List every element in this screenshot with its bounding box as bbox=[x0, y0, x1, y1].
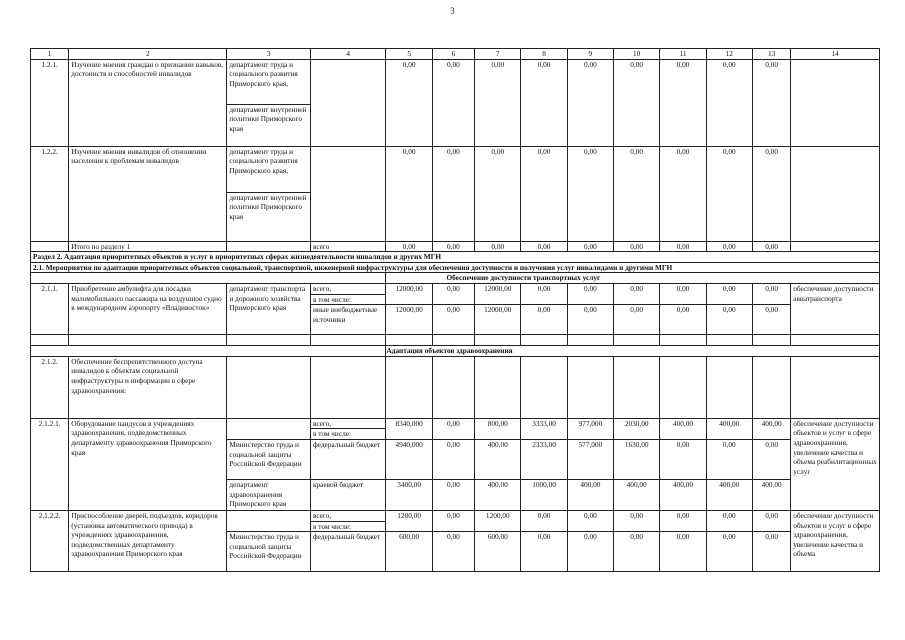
value-cell bbox=[567, 356, 613, 418]
value-cell: 0,00 bbox=[432, 439, 474, 479]
value-cell: 0,00 bbox=[432, 59, 474, 146]
empty-cell bbox=[31, 335, 69, 346]
value-cell: 400,00 bbox=[706, 418, 752, 439]
measure-name: Приспособление дверей, подъездов, коридоров (установка автоматического привода) в учреждениях здравоохранения, подведомственных департаменту здравоохранения Приморского края bbox=[69, 510, 227, 571]
value-cell: 0,00 bbox=[475, 241, 521, 252]
value-cell: 0,00 bbox=[706, 439, 752, 479]
total-label: Итого по разделу 1 bbox=[69, 241, 227, 252]
empty-cell bbox=[310, 335, 386, 346]
value-cell: 2030,00 bbox=[614, 418, 660, 439]
value-cell: 400,00 bbox=[567, 479, 613, 510]
measure-name: Оборудование пандусов в учреждениях здравоохранения, подведомственных департаменту здравоохранения Приморского края bbox=[69, 418, 227, 510]
value-cell: 577,000 bbox=[567, 439, 613, 479]
value-cell: 8340,000 bbox=[386, 418, 432, 439]
value-cell: 0,00 bbox=[432, 305, 474, 335]
value-cell: 0,00 bbox=[475, 146, 521, 241]
value-cell: 0,00 bbox=[567, 241, 613, 252]
value-cell bbox=[432, 356, 474, 418]
value-cell: 12000,00 bbox=[475, 305, 521, 335]
value-cell: 0,00 bbox=[567, 59, 613, 146]
executor: департамент внутренней политики Приморского края bbox=[229, 192, 307, 221]
value-cell: 12000,00 bbox=[386, 283, 432, 304]
col-header: 11 bbox=[660, 49, 706, 60]
value-cell: 0,00 bbox=[567, 146, 613, 241]
group-heading-row bbox=[31, 273, 880, 284]
value-cell: 600,00 bbox=[386, 532, 432, 572]
value-cell: 0,00 bbox=[432, 479, 474, 510]
value-cell: 0,00 bbox=[752, 510, 790, 531]
value-cell: 0,00 bbox=[432, 241, 474, 252]
group-heading-row bbox=[31, 346, 880, 357]
value-cell: 0,00 bbox=[752, 283, 790, 304]
value-cell: 1630,00 bbox=[614, 439, 660, 479]
empty-cell bbox=[614, 335, 660, 346]
table-row bbox=[31, 356, 880, 418]
value-cell: 0,00 bbox=[614, 146, 660, 241]
col-header: 10 bbox=[614, 49, 660, 60]
page-number: 3 bbox=[450, 6, 455, 16]
value-cell: 3400,00 bbox=[386, 479, 432, 510]
executor-cell bbox=[227, 510, 311, 531]
group-heading: Обеспечение доступности транспортных услуг bbox=[386, 273, 880, 284]
column-numbers-row bbox=[31, 49, 880, 60]
funding-source: всего, bbox=[310, 418, 386, 429]
value-cell: 0,00 bbox=[706, 510, 752, 531]
value-cell: 977,000 bbox=[567, 418, 613, 439]
value-cell: 4940,000 bbox=[386, 439, 432, 479]
value-cell: 0,00 bbox=[432, 532, 474, 572]
value-cell: 400,00 bbox=[752, 479, 790, 510]
value-cell: 400,00 bbox=[660, 479, 706, 510]
value-cell bbox=[386, 356, 432, 418]
col-header: 9 bbox=[567, 49, 613, 60]
executor: департамент внутренней политики Приморского края bbox=[229, 104, 307, 133]
measure-name: Изучение мнения граждан о признании навыков, достоинств и способностей инвалидов bbox=[69, 59, 227, 146]
executor-cell bbox=[227, 59, 311, 146]
col-header: 14 bbox=[791, 49, 880, 60]
empty-cell bbox=[660, 335, 706, 346]
executor: Министерство труда и социальной защиты Российской Федерации bbox=[227, 439, 311, 479]
value-cell: 0,00 bbox=[660, 510, 706, 531]
col-header: 4 bbox=[310, 49, 386, 60]
funding-source: иные внебюджетные источники bbox=[310, 305, 386, 335]
executor: департамент труда и социального развития Приморского края, bbox=[227, 60, 310, 105]
funding-source bbox=[310, 356, 386, 418]
value-cell: 400,00 bbox=[706, 479, 752, 510]
value-cell: 0,00 bbox=[752, 146, 790, 241]
executor: департамент транспорта и дорожного хозяйства Приморского края bbox=[227, 283, 311, 334]
total-row bbox=[31, 241, 880, 252]
value-cell: 0,00 bbox=[660, 241, 706, 252]
row-number bbox=[31, 241, 69, 252]
value-cell bbox=[521, 356, 567, 418]
row-number: 2.1.2.1. bbox=[31, 418, 69, 510]
col-header: 13 bbox=[752, 49, 790, 60]
value-cell: 0,00 bbox=[521, 510, 567, 531]
value-cell: 0,00 bbox=[614, 59, 660, 146]
value-cell: 0,00 bbox=[660, 305, 706, 335]
value-cell: 0,00 bbox=[521, 241, 567, 252]
value-cell: 0,00 bbox=[660, 532, 706, 572]
funding-source: всего bbox=[310, 241, 386, 252]
result-cell bbox=[791, 356, 880, 418]
value-cell: 0,00 bbox=[660, 439, 706, 479]
value-cell: 400,00 bbox=[752, 418, 790, 439]
value-cell: 0,00 bbox=[567, 532, 613, 572]
table-row bbox=[31, 146, 880, 241]
value-cell: 0,00 bbox=[567, 283, 613, 304]
value-cell: 400,00 bbox=[660, 418, 706, 439]
value-cell: 0,00 bbox=[752, 241, 790, 252]
value-cell: 0,00 bbox=[432, 146, 474, 241]
table-row bbox=[31, 418, 880, 429]
value-cell: 0,00 bbox=[521, 283, 567, 304]
result-cell bbox=[791, 59, 880, 146]
funding-source: в том числе: bbox=[310, 429, 386, 440]
result-cell: обеспечение доступности объектов и услуг в сфере здравоохранения, увеличение качества и объема реабилитационных услуг bbox=[791, 418, 880, 510]
value-cell: 0,00 bbox=[614, 532, 660, 572]
group-heading-spacer bbox=[31, 346, 386, 357]
group-heading: Адаптация объектов здравоохранения bbox=[386, 346, 880, 357]
table-row bbox=[31, 59, 880, 146]
funding-source: федеральный бюджет bbox=[310, 532, 386, 572]
executor: Министерство труда и социальной защиты Российской Федерации bbox=[227, 532, 311, 572]
value-cell: 400,00 bbox=[475, 439, 521, 479]
value-cell: 0,00 bbox=[386, 59, 432, 146]
result-cell bbox=[791, 146, 880, 241]
value-cell: 0,00 bbox=[614, 283, 660, 304]
funding-source: в том числе: bbox=[310, 521, 386, 532]
section-heading: Раздел 2. Адаптация приоритетных объектов и услуг в приоритетных сферах жизнедеятельности инвалидов и других МГН bbox=[31, 252, 880, 263]
value-cell: 0,00 bbox=[706, 241, 752, 252]
row-number: 1.2.2. bbox=[31, 146, 69, 241]
value-cell bbox=[706, 356, 752, 418]
empty-cell bbox=[791, 335, 880, 346]
empty-cell bbox=[432, 335, 474, 346]
section-heading-row bbox=[31, 252, 880, 263]
value-cell: 0,00 bbox=[521, 532, 567, 572]
value-cell: 0,00 bbox=[432, 283, 474, 304]
value-cell bbox=[752, 356, 790, 418]
value-cell: 0,00 bbox=[706, 59, 752, 146]
value-cell: 0,00 bbox=[475, 59, 521, 146]
value-cell: 1000,00 bbox=[521, 479, 567, 510]
value-cell bbox=[660, 356, 706, 418]
value-cell: 0,00 bbox=[521, 305, 567, 335]
program-table bbox=[30, 48, 880, 572]
value-cell: 0,00 bbox=[521, 59, 567, 146]
value-cell: 2333,00 bbox=[521, 439, 567, 479]
value-cell: 1200,00 bbox=[475, 510, 521, 531]
value-cell: 400,00 bbox=[475, 479, 521, 510]
table-row bbox=[31, 510, 880, 521]
value-cell: 0,00 bbox=[706, 532, 752, 572]
value-cell: 0,00 bbox=[706, 305, 752, 335]
value-cell: 0,00 bbox=[614, 241, 660, 252]
empty-cell bbox=[227, 335, 311, 346]
value-cell: 0,00 bbox=[567, 510, 613, 531]
col-header: 8 bbox=[521, 49, 567, 60]
value-cell: 0,00 bbox=[706, 283, 752, 304]
value-cell: 0,00 bbox=[432, 418, 474, 439]
col-header: 1 bbox=[31, 49, 69, 60]
funding-source: всего, bbox=[310, 283, 386, 294]
value-cell bbox=[614, 356, 660, 418]
value-cell: 12000,00 bbox=[386, 305, 432, 335]
empty-cell bbox=[752, 335, 790, 346]
value-cell: 600,00 bbox=[475, 532, 521, 572]
funding-source: всего, bbox=[310, 510, 386, 521]
row-number: 2.1.2.2. bbox=[31, 510, 69, 571]
result-cell: обеспечение доступности авиатранспорта bbox=[791, 283, 880, 334]
value-cell: 800,00 bbox=[475, 418, 521, 439]
row-number: 2.1.2. bbox=[31, 356, 69, 418]
value-cell: 0,00 bbox=[706, 146, 752, 241]
value-cell: 3333,00 bbox=[521, 418, 567, 439]
value-cell: 0,00 bbox=[567, 305, 613, 335]
funding-source bbox=[310, 146, 386, 241]
empty-cell bbox=[706, 335, 752, 346]
row-number: 2.1.1. bbox=[31, 283, 69, 334]
col-header: 6 bbox=[432, 49, 474, 60]
value-cell: 12000,00 bbox=[475, 283, 521, 304]
measure-name: Обеспечение беспрепятственного доступа инвалидов к объектам социальной инфраструктуры и информации в сфере здравоохранения: bbox=[69, 356, 227, 418]
value-cell: 0,00 bbox=[752, 305, 790, 335]
value-cell: 0,00 bbox=[660, 146, 706, 241]
subsection-heading: 2.1. Мероприятия по адаптации приоритетных объектов социальной, транспортной, инженерной инфраструктуры для обеспечения доступности и получения услуг инвалидами и другими МГН bbox=[31, 262, 880, 273]
funding-source bbox=[310, 59, 386, 146]
value-cell: 0,00 bbox=[432, 510, 474, 531]
empty-cell bbox=[475, 335, 521, 346]
col-header: 7 bbox=[475, 49, 521, 60]
col-header: 5 bbox=[386, 49, 432, 60]
value-cell: 0,00 bbox=[386, 146, 432, 241]
executor: департамент здравоохранения Приморского края bbox=[227, 479, 311, 510]
executor-cell bbox=[227, 146, 311, 241]
result-cell: обеспечение доступности объектов и услуг в сфере здравоохранения, увеличение качества и объема bbox=[791, 510, 880, 571]
value-cell: 0,00 bbox=[752, 59, 790, 146]
row-number: 1.2.1. bbox=[31, 59, 69, 146]
result-cell bbox=[791, 241, 880, 252]
measure-name: Изучение мнения инвалидов об отношении населения к проблемам инвалидов bbox=[69, 146, 227, 241]
empty-cell bbox=[521, 335, 567, 346]
value-cell: 0,00 bbox=[752, 439, 790, 479]
col-header: 12 bbox=[706, 49, 752, 60]
empty-cell bbox=[567, 335, 613, 346]
table-row bbox=[31, 283, 880, 294]
value-cell: 0,00 bbox=[614, 510, 660, 531]
value-cell: 400,00 bbox=[614, 479, 660, 510]
funding-source: в том числе: bbox=[310, 294, 386, 305]
value-cell bbox=[475, 356, 521, 418]
value-cell: 0,00 bbox=[660, 283, 706, 304]
value-cell: 1200,00 bbox=[386, 510, 432, 531]
executor-cell bbox=[227, 418, 311, 439]
executor: департамент труда и социального развития Приморского края, bbox=[227, 147, 310, 193]
subsection-heading-row bbox=[31, 262, 880, 273]
value-cell: 0,00 bbox=[614, 305, 660, 335]
measure-name: Приобретение амбулифта для посадки маломобильного пассажира на воздушное судно в международном аэропорту «Владивосток» bbox=[69, 283, 227, 334]
value-cell: 0,00 bbox=[660, 59, 706, 146]
executor-cell bbox=[227, 241, 311, 252]
empty-cell bbox=[386, 335, 432, 346]
funding-source: федеральный бюджет bbox=[310, 439, 386, 479]
col-header: 3 bbox=[227, 49, 311, 60]
executor-cell bbox=[227, 356, 311, 418]
spacer-row bbox=[31, 335, 880, 346]
value-cell: 0,00 bbox=[752, 532, 790, 572]
funding-source: краевой бюджет bbox=[310, 479, 386, 510]
value-cell: 0,00 bbox=[521, 146, 567, 241]
value-cell: 0,00 bbox=[386, 241, 432, 252]
group-heading-spacer bbox=[31, 273, 386, 284]
col-header: 2 bbox=[69, 49, 227, 60]
empty-cell bbox=[69, 335, 227, 346]
